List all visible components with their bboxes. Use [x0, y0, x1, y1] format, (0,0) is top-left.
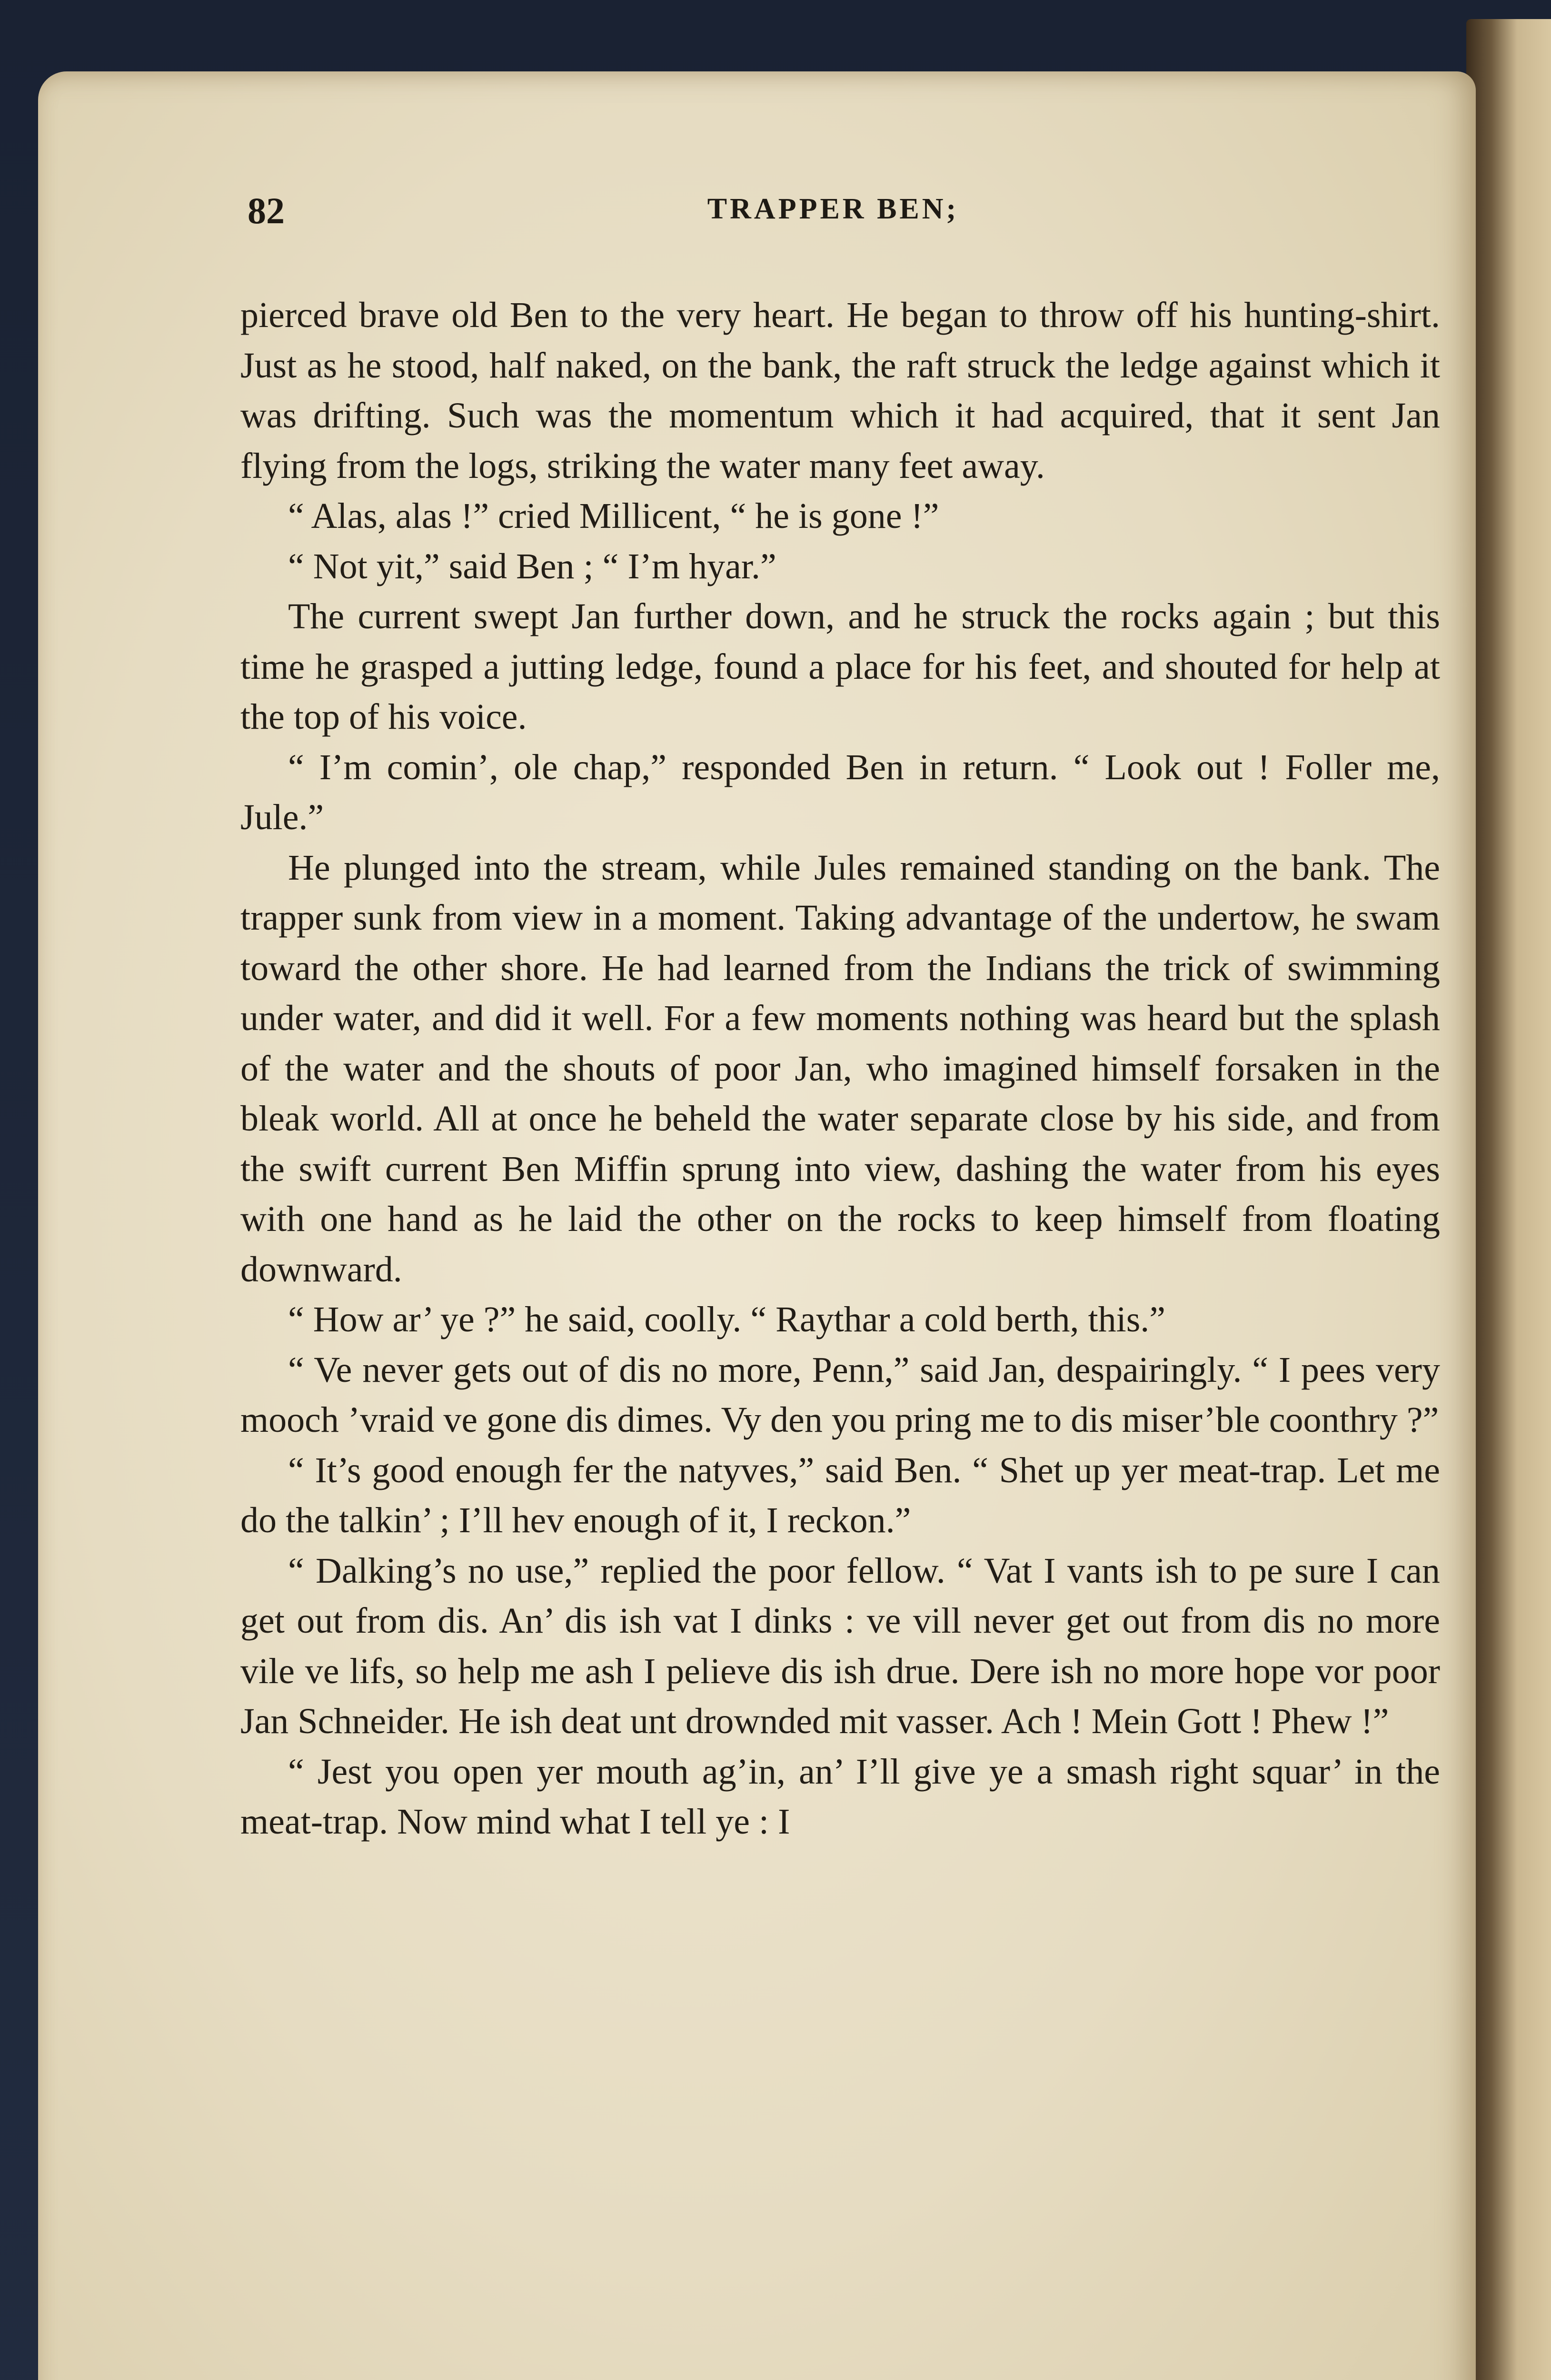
paragraph: pierced brave old Ben to the very heart. He began to throw off his hunting-shirt. Just as he stood, half naked, on the bank, the raft struck the ledge against which it was drifting. Such was the momentum which it had acquired, that it sent Jan flying from the logs, striking the water many feet away. [240, 295, 1440, 486]
body-text [240, 290, 1440, 1847]
running-title: TRAPPER BEN; [707, 193, 959, 225]
paragraph: “ Ve never gets out of dis no more, Penn,” said Jan, despairingly. “ I pees very mooch ’vraid ve gone dis dimes. Vy den you pring me to dis miser’ble coonthry ?” [240, 1349, 1440, 1440]
page-number: 82 [248, 190, 285, 231]
paragraph: He plunged into the stream, while Jules remained standing on the bank. The trapper sunk from view in a moment. Taking advantage of the undertow, he swam toward the other shore. He had learned from the Indians the trick of swimming under water, and did it well. For a few moments nothing was heard but the splash of the water and the shouts of poor Jan, who imagined himself forsaken in the bleak world. All at once he beheld the water separate close by his side, and from the swift current Ben Miffin sprung into view, dashing the water from his eyes with one hand as he laid the other on the rocks to keep himself from floating downward. [240, 847, 1440, 1289]
book-spine-edge [1466, 19, 1551, 2380]
running-header [205, 189, 1442, 247]
paragraph: “ Jest you open yer mouth ag’in, an’ I’ll give ye a smash right squar’ in the meat-trap. Now mind what I tell ye : I [240, 1751, 1440, 1842]
paragraph: “ Alas, alas !” cried Millicent, “ he is gone !” [288, 496, 939, 536]
paragraph: “ How ar’ ye ?” he said, coolly. “ Raythar a cold berth, this.” [288, 1299, 1165, 1339]
paragraph: “ Not yit,” said Ben ; “ I’m hyar.” [288, 546, 776, 586]
paragraph: “ I’m comin’, ole chap,” responded Ben in return. “ Look out ! Foller me, Jule.” [240, 747, 1440, 837]
paragraph: “ Dalking’s no use,” replied the poor fellow. “ Vat I vants ish to pe sure I can get out from dis. An’ dis ish vat I dinks : ve vill never get out from dis no more vile ve lifs, so help me ash I pelieve dis ish drue. Dere ish no more hope vor poor Jan Schneider. He ish deat unt drownded mit vasser. Ach ! Mein Gott ! Phew !” [240, 1550, 1440, 1741]
paragraph: The current swept Jan further down, and he struck the rocks again ; but this time he grasped a jutting ledge, found a place for his feet, and shouted for help at the top of his voice. [240, 596, 1440, 737]
paragraph: “ It’s good enough fer the natyves,” said Ben. “ Shet up yer meat-trap. Let me do the talkin’ ; I’ll hev enough of it, I reckon.” [240, 1450, 1440, 1540]
